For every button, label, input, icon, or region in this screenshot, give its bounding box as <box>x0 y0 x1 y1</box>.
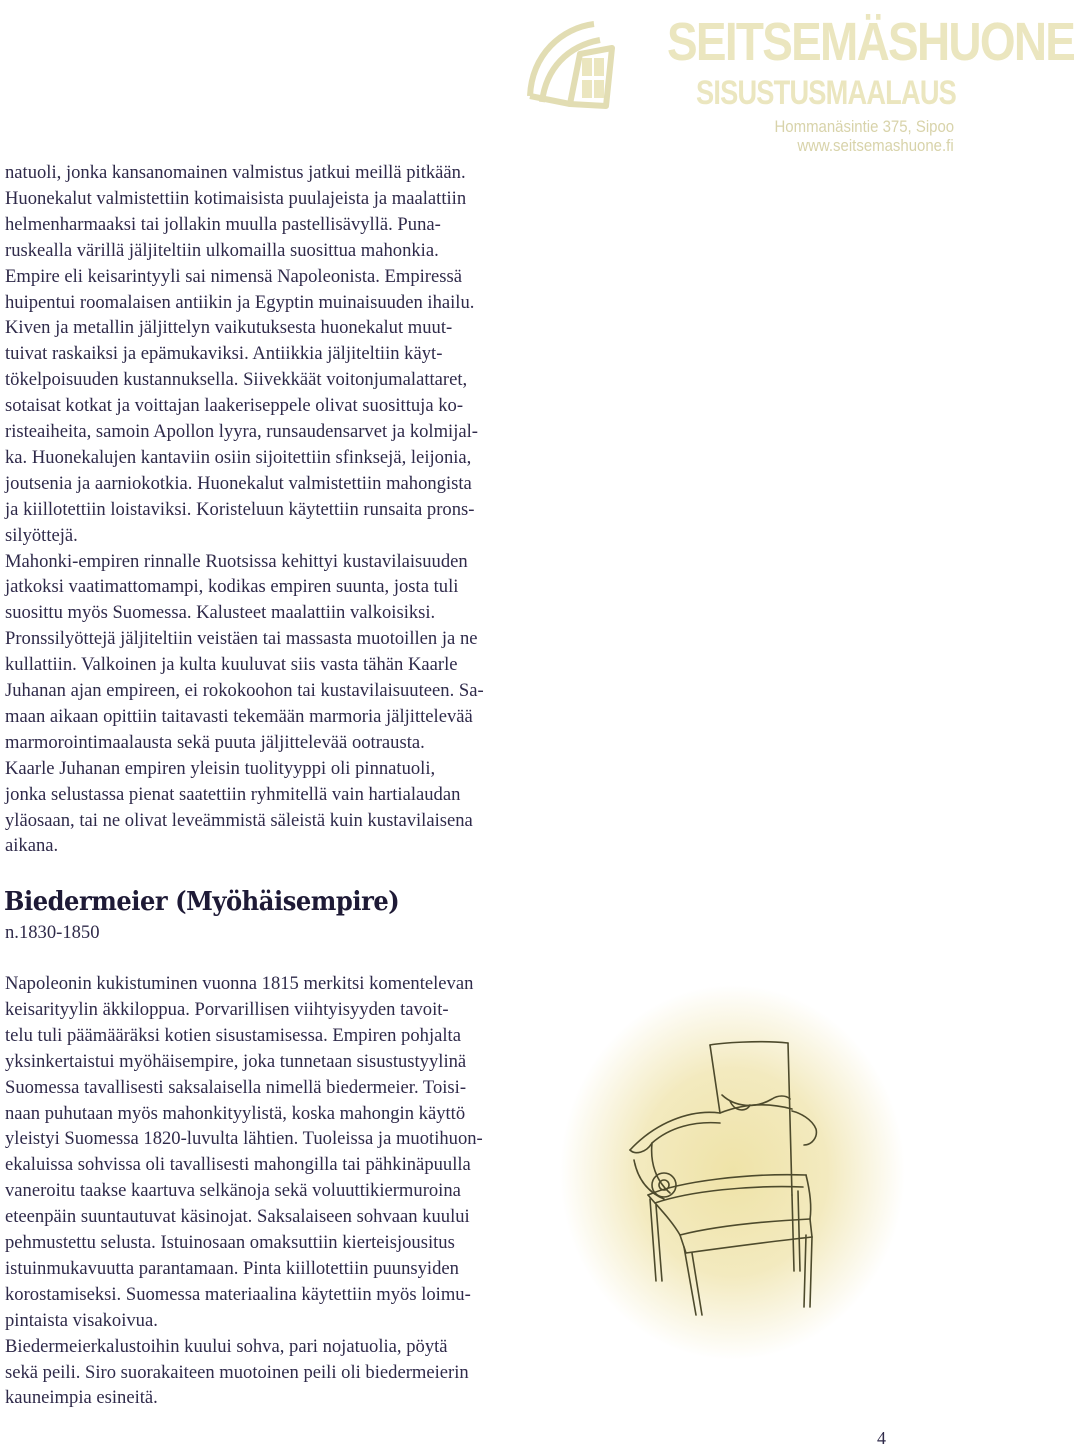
page-number: 4 <box>877 1428 886 1448</box>
text-line: Juhanan ajan empireen, ei rokokoohon tai kustavilaisuuteen. Sa- <box>5 680 484 702</box>
text-line: marmorointimaalausta sekä puuta jäljittelevää ootrausta. <box>5 731 425 753</box>
text-line: suosittu myös Suomessa. Kalusteet maalattiin valkoisiksi. <box>5 602 436 624</box>
brand-address: Hommanäsintie 375, Sipoo <box>774 117 954 136</box>
company-logo <box>522 8 1074 156</box>
text-line: tökelpoisuuden kustannuksella. Siivekkäät voitonjumalattaret, <box>5 369 468 391</box>
brand-name: SEITSEMÄSHUONE <box>667 12 1074 72</box>
text-line: korostamiseksi. Suomessa materiaalina käytettiin myös loimu- <box>5 1283 471 1305</box>
text-line: jonka selustassa pienat saatettiin ryhmitellä vain hartialaudan <box>5 783 461 805</box>
text-line: keisarityylin äkkiloppua. Porvarillisen viihtyisyyden tavoit- <box>5 998 449 1020</box>
text-line: Empire eli keisarintyyli sai nimensä Napoleonista. Empiressä <box>5 265 462 287</box>
paragraph-empire <box>5 160 478 549</box>
paragraph-mahogany-empire <box>5 549 484 756</box>
text-line: yksinkertaistui myöhäisempire, joka tunnetaan sisustustyylinä <box>5 1050 467 1072</box>
text-line: sekä peili. Siro suorakaiteen muotoinen peili oli biedermeierin <box>5 1361 469 1383</box>
text-line: Kaarle Juhanan empiren yleisin tuolityyppi oli pinnatuoli, <box>5 757 436 779</box>
paragraph-biedermeier <box>5 971 483 1334</box>
text-line: joutsenia ja aarniokotkia. Huonekalut valmistettiin mahongista <box>5 472 472 494</box>
text-line: helmenharmaaksi tai jollakin muulla pastellisävyllä. Puna- <box>5 213 441 235</box>
text-line: tuivat raskaiksi ja epämukaviksi. Antiikkia jäljiteltiin käyt- <box>5 343 443 365</box>
text-line: natuoli, jonka kansanomainen valmistus jatkui meillä pitkään. <box>5 162 466 183</box>
paragraph-biedermeier-sets <box>5 1334 469 1412</box>
text-line: Biedermeierkalustoihin kuului sohva, pari nojatuolia, pöytä <box>5 1335 448 1357</box>
section-heading: Biedermeier (Myöhäisempire) <box>4 887 400 917</box>
text-line: pintaista visakoivua. <box>5 1309 158 1331</box>
armchair-illustration <box>560 985 905 1360</box>
text-line: ruskealla värillä jäljiteltiin ulkomailla suosittua mahonkia. <box>5 239 439 261</box>
brand-website[interactable]: www.seitsemashuone.fi <box>797 136 954 155</box>
logo-mark-icon <box>522 14 618 118</box>
paragraph-chair-type <box>5 756 473 860</box>
text-line: pehmustettu selusta. Istuinosaan omaksuttiin kierteisjousitus <box>5 1232 455 1254</box>
text-line: kauneimpia esineitä. <box>5 1387 158 1409</box>
text-line: ja kiillotettiin loistaviksi. Koristeluun käytettiin runsaita prons- <box>5 498 475 520</box>
text-line: vaneroitu taakse kaartuva selkänoja sekä voluuttikiermuroina <box>5 1180 461 1202</box>
text-line: risteaiheita, samoin Apollon lyyra, runsaudensarvet ja kolmijal- <box>5 421 478 443</box>
text-line: Pronssilyöttejä jäljiteltiin veistäen tai massasta muotoillen ja ne <box>5 628 478 650</box>
text-line: Napoleonin kukistuminen vuonna 1815 merkitsi komentelevan <box>5 973 474 994</box>
section-period: n.1830-1850 <box>5 922 100 943</box>
text-line: yleistyi Suomessa 1820-luvulta lähtien. Tuoleissa ja muotihuon- <box>5 1128 483 1150</box>
text-line: yläosaan, tai ne olivat leveämmistä säleistä kuin kustavilaisena <box>5 809 473 831</box>
text-line: istuinmukavuutta parantamaan. Pinta kiillotettiin puunsyiden <box>5 1257 459 1279</box>
text-line: Kiven ja metallin jäljittelyn vaikutuksesta huonekalut muut- <box>5 317 453 339</box>
text-line: Suomessa tavallisesti saksalaisella nimellä biedermeier. Toisi- <box>5 1076 467 1098</box>
text-line: maan aikaan opittiin taitavasti tekemään marmoria jäljittelevää <box>5 705 473 727</box>
text-line: ekaluissa sohvissa oli tavallisesti mahongilla tai pähkinäpuulla <box>5 1154 471 1176</box>
brand-subtitle: SISUSTUSMAALAUS <box>695 74 956 112</box>
text-line: aikana. <box>5 835 59 857</box>
text-line: Mahonki-empiren rinnalle Ruotsissa kehittyi kustavilaisuuden <box>5 550 468 572</box>
text-line: jatkoksi vaatimattomampi, kodikas empiren suunta, josta tuli <box>5 576 459 598</box>
text-line: Huonekalut valmistettiin kotimaisista puulajeista ja maalattiin <box>5 187 467 209</box>
text-line: silyöttejä. <box>5 524 78 546</box>
text-line: sotaisat kotkat ja voittajan laakeriseppele olivat suosittuja ko- <box>5 395 464 417</box>
text-line: naan puhutaan myös mahonkityylistä, koska mahongin käyttö <box>5 1102 466 1124</box>
text-line: kullattiin. Valkoinen ja kulta kuuluvat siis vasta tähän Kaarle <box>5 654 458 676</box>
text-line: ka. Huonekalujen kantaviin osiin sijoitettiin sfinksejä, leijonia, <box>5 446 472 468</box>
text-line: eteenpäin suuntautuvat käsinojat. Saksalaiseen sohvaan kuului <box>5 1206 470 1228</box>
text-line: huipentui roomalaisen antiikin ja Egyptin muinaisuuden ihailu. <box>5 291 475 313</box>
text-line: telu tuli päämääräksi kotien sisustamisessa. Empiren pohjalta <box>5 1024 461 1046</box>
